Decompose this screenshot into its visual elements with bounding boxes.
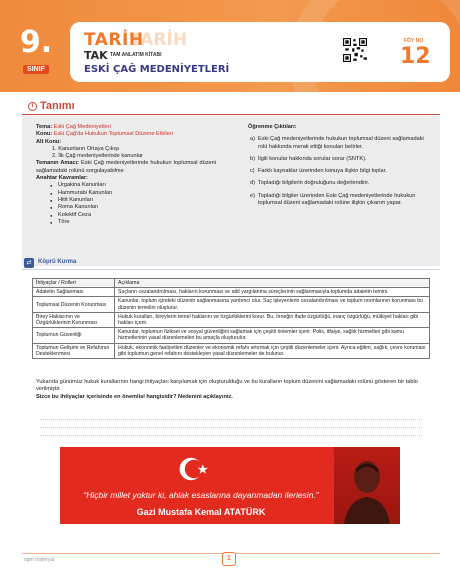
kavram-item: ● Hammurabi Kanunları bbox=[36, 190, 216, 197]
table-cell: Kanunlar, toplum içindeki düzenin sağlanmasına yardımcı olur. Suç işleyenlerin cezalandırılması ve toplum normlarının korunması bu düzenin temelini oluşturur. bbox=[115, 297, 430, 312]
table-row bbox=[33, 343, 430, 358]
section-divider bbox=[22, 114, 440, 115]
table-cell: Toplumun Güvenliği bbox=[33, 328, 115, 343]
kavram-item: ● Roma Kanunları bbox=[36, 204, 216, 211]
sheet-label: FÖY NO bbox=[404, 38, 424, 44]
konu-value: Eski Çağ'da Hukukun Toplumsal Düzene Etkileri bbox=[53, 131, 173, 138]
table-row bbox=[33, 297, 430, 312]
sheet-number: 12 bbox=[400, 44, 431, 69]
amac-row bbox=[36, 160, 216, 175]
tanim-left-column bbox=[36, 124, 216, 226]
table-cell: Toplumun Gelişimi ve Refahının Desteklenmesi bbox=[33, 343, 115, 358]
page-number: 1 bbox=[222, 552, 236, 566]
series-name: TAK bbox=[84, 49, 108, 62]
tema-row bbox=[36, 124, 216, 131]
kavram-label: Anahtar Kavramlar: bbox=[36, 175, 88, 182]
outcome-item: c) Farklı kaynaklar üzerinden konuya ilişkin bilgi toplar. bbox=[250, 168, 387, 175]
grade-badge bbox=[16, 25, 56, 73]
brand-watermark: TARİH bbox=[130, 30, 188, 50]
bridge-icon: ⇄ bbox=[24, 258, 34, 268]
brand-title: TARİH bbox=[84, 30, 144, 50]
quote-text: “Hiçbir millet yoktur ki, ahlak esaslarına dayanmadan ilerlesin.” bbox=[83, 490, 319, 500]
crescent-star-icon bbox=[178, 453, 210, 485]
table-explanation bbox=[36, 379, 430, 401]
series-subtitle: TAM ANLATIM KİTABI bbox=[110, 52, 162, 58]
section-divider bbox=[22, 269, 440, 270]
kavram-item: ● Urgakina Kanunları bbox=[36, 182, 216, 189]
qr-code-icon[interactable] bbox=[343, 38, 367, 62]
answer-line[interactable] bbox=[40, 420, 422, 428]
konu-row bbox=[36, 131, 216, 138]
table-cell: Hukuk, ekonomik faaliyetleri düzenler ve ekonomik refahı artırmak için çeşitli düzenlemeler içerir. Ayrıca eğitim, sağlık, çevre koruması gibi toplumun genel refahını destekleyen yasal düzenlemeler de bulunur. bbox=[115, 343, 430, 358]
info-icon: i bbox=[28, 102, 37, 111]
column-header: İhtiyaçlar / Rolleri bbox=[33, 279, 115, 288]
outcome-item: b) İlgili konular hakkında sorular sorar (SNTK). bbox=[250, 155, 367, 162]
tema-label: Tema: bbox=[36, 124, 53, 130]
alt-konu-label: Alt Konu: bbox=[36, 138, 62, 145]
kavram-item: ● Kolektif Ceza bbox=[36, 212, 216, 219]
tema-value: Eski Çağ Medeniyetleri bbox=[53, 124, 111, 130]
table-row bbox=[33, 312, 430, 327]
table-cell: Toplumsal Düzenin Korunması bbox=[33, 297, 115, 312]
ataturk-quote-banner bbox=[60, 447, 400, 524]
table-cell: Hukuk kuralları, bireylerin temel haklarını ve özgürlüklerini korur. Bu, örneğin ifade özgürlüğü, inanç özgürlüğü, mülkiyet hakları gibi hakları içerir. bbox=[115, 312, 430, 327]
column-header: Açıklama bbox=[115, 279, 430, 288]
table-cell: Birey Haklarının ve Özgürlüklerinin Korunması bbox=[33, 312, 115, 327]
explanation-text: Yukarıda günümüz hukuk kurallarının hangi ihtiyaçları karşılamak için oluşturulduğu ve bu kuralların toplum düzenini sağlamadaki rolünü gösteren bir tablo verilmiştir. bbox=[36, 379, 418, 393]
amac-label: Temanın Amacı: bbox=[36, 160, 80, 167]
table-cell: Adaletin Sağlanması bbox=[33, 288, 115, 297]
outcome-item: e) Topladığı bilgiler üzerinden Eski Çağ medeniyetlerinde hukukun toplumsal düzeni sağlamadaki rolüne ilişkin çıkarım yapar. bbox=[250, 192, 416, 207]
needs-table bbox=[32, 278, 430, 359]
kavram-item: ● Hitit Kanunları bbox=[36, 197, 216, 204]
alt-konu-item: 2. İlk Çağ medeniyetlerinde kanunlar bbox=[52, 153, 143, 160]
table-row bbox=[33, 288, 430, 297]
tanim-heading: Tanımı bbox=[40, 100, 75, 112]
amac-value: Eski Çağ medeniyetlerinde hukukun toplumsal düzeni sağlamadaki rolünü sorgulayabilme bbox=[36, 160, 216, 174]
page-header bbox=[0, 0, 460, 92]
footer-source: ogm materyal bbox=[24, 557, 55, 563]
alt-konu-item: 1. Kanunların Ortaya Çıkışı bbox=[52, 145, 120, 152]
kopru-heading: Köprü Kurma bbox=[38, 259, 77, 265]
grade-label: SINIF bbox=[23, 65, 49, 74]
question-text: Sizce bu ihtiyaçlar içerisinde en önemlisi hangisidir? Nedenini açıklayınız. bbox=[36, 393, 233, 400]
ataturk-portrait bbox=[334, 447, 400, 524]
answer-line[interactable] bbox=[40, 428, 422, 436]
table-row bbox=[33, 328, 430, 343]
kavram-item: ● Töre bbox=[36, 219, 216, 226]
table-header-row bbox=[33, 279, 430, 288]
answer-area[interactable] bbox=[40, 412, 422, 436]
table-cell: Suçların cezalandırılması, hakların korunması ve adil yargılanma süreçlerinin sağlanmasıyla toplumda adaletin temini. bbox=[115, 288, 430, 297]
kopru-section-header bbox=[22, 258, 440, 270]
outcome-item: a) Eski Çağ medeniyetlerinde hukukun toplumsal düzeni sağlamadaki rolü hakkında merak ettiği konuları belirler. bbox=[250, 136, 424, 150]
tanim-section-header bbox=[22, 100, 440, 114]
outcomes-heading: Öğrenme Çıktıları: bbox=[248, 124, 297, 130]
grade-number: 9. bbox=[19, 25, 53, 60]
konu-label: Konu: bbox=[36, 131, 53, 138]
unit-title: ESKİ ÇAĞ MEDENİYETLERİ bbox=[84, 64, 230, 75]
quote-author: Gazi Mustafa Kemal ATATÜRK bbox=[136, 507, 266, 517]
table-cell: Kanunlar, toplumun fiziksel ve sosyal güvenliğini sağlamak için çeşitli önlemler içerir. Polis, itfaiye, sağlık hizmetleri gibi kamu hizmetlerinin yasal düzenlemeleri bu amaçla oluşturulur. bbox=[115, 328, 430, 343]
portrait-silhouette bbox=[334, 447, 400, 524]
answer-line[interactable] bbox=[40, 412, 422, 420]
learning-outcomes bbox=[248, 124, 424, 207]
outcome-item: d) Topladığı bilgilerin doğruluğunu değerlendirir. bbox=[250, 180, 370, 187]
